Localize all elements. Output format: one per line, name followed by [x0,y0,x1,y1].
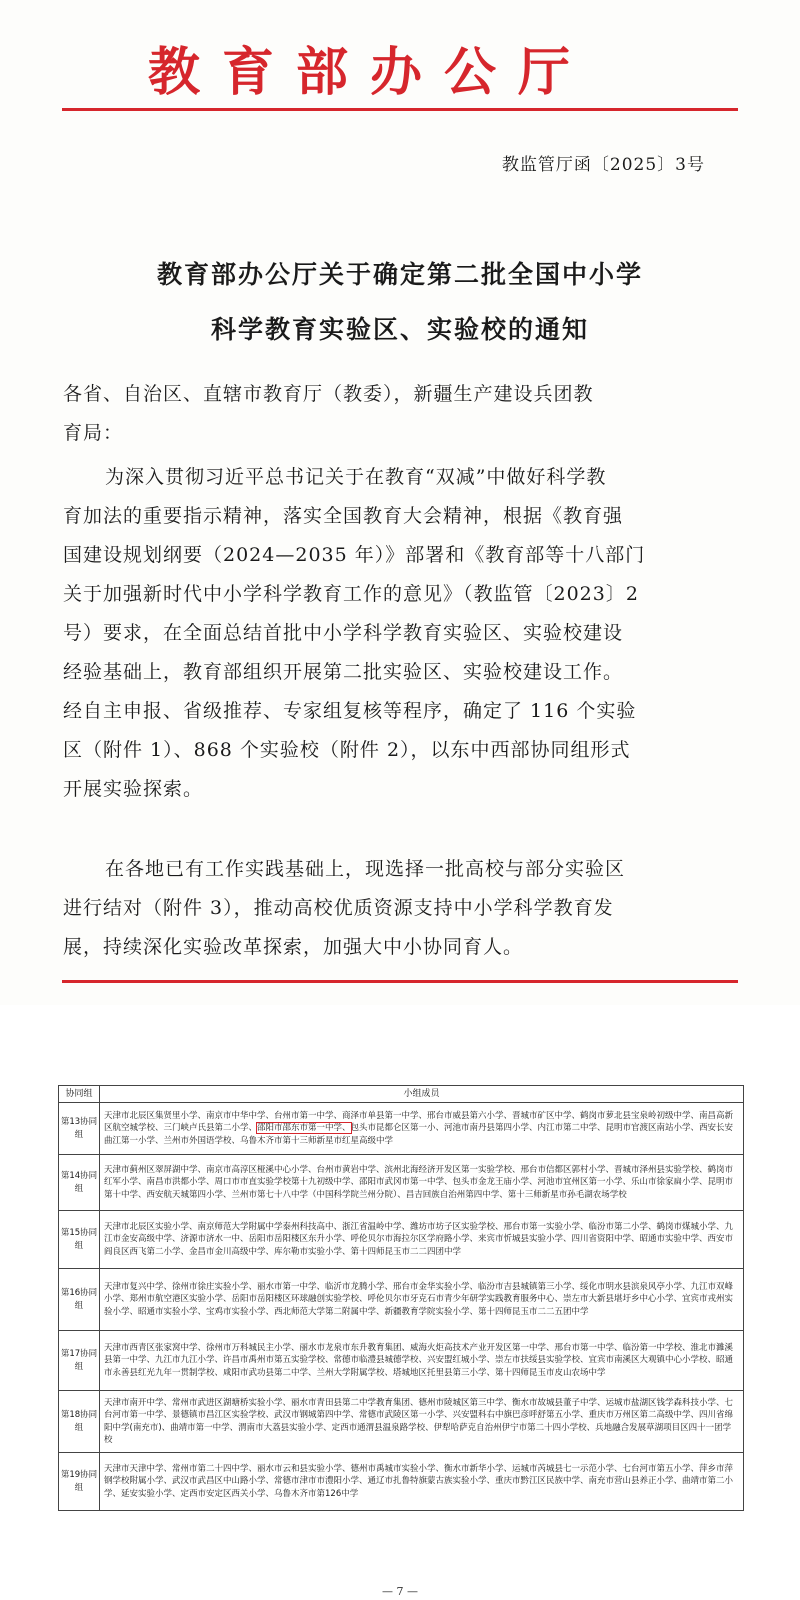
paragraph-line: 育加法的重要指示精神，落实全国教育大会精神，根据《教育强 [63,505,624,527]
paragraph-line: 在各地已有工作实践基础上，现选择一批高校与部分实验区 [105,858,626,880]
group-name: 第14协同组 [59,1155,100,1211]
paragraph-line: 国建设规划纲要（2024—2035 年）》部署和《教育部等十八部门 [63,544,646,566]
group-name: 第13协同组 [59,1103,100,1155]
salutation-line: 各省、自治区、直辖市教育厅（教委），新疆生产建设兵团教 [63,383,594,405]
table-row [59,1103,744,1155]
table-row [59,1269,744,1331]
body-paragraph-1 [63,458,723,809]
table-row [59,1331,744,1391]
page-number: — 7 — [382,1585,418,1598]
group-name: 第15协同组 [59,1211,100,1269]
group-name: 第18协同组 [59,1391,100,1453]
salutation [63,375,723,453]
members-text: 包头市昆都仑区第一小、河池市南丹县第四小学、内江市第二中学、昆明市官渡区南站小学、西安长安曲江第一小学、兰州市外国语学校、乌鲁木齐市第十三师新星市红星高级中学 [104,1123,734,1146]
paragraph-line: 经验基础上，教育部组织开展第二批实验区、实验校建设工作。 [63,661,624,683]
column-header-members: 小组成员 [100,1086,744,1103]
body-paragraph-2 [63,850,723,967]
paragraph-line: 开展实验探索。 [63,778,204,800]
group-members: 天津市天津中学、常州市第二十四中学、丽水市云和县实验小学、德州市禹城市实验小学、衡水市新华小学、运城市芮城县七一示范小学、七台河市第五小学、萍乡市萍钢学校附属小学、武汉市武昌区中山路小学、常德市津市市澧阳小学、通辽市扎鲁特旗蒙古族实验小学、重庆市黔江区民族中学、南充市营山县养正小学、曲靖市第二小学、延安实验小学、定西市安定区西关小学、乌鲁木齐市第126中学 [100,1453,744,1511]
members-text: 天津市北辰区集贤里小学、南京市中华中学、台州市第一中学、商泽市单县第一中学、邢台市威县第六小学、晋城市矿区中学、鹤岗市萝北县宝泉岭初级中学、南昌高新区航空城学校、三门峡卢氏县第二小学、 [104,1110,734,1134]
group-name: 第16协同组 [59,1269,100,1331]
header-red-line [62,108,738,111]
notice-title-line-2: 科学教育实验区、实验校的通知 [210,315,589,344]
group-members [100,1103,744,1155]
group-name: 第19协同组 [59,1453,100,1511]
highlighted-school: 邵阳市邵东市第一中学、 [257,1123,351,1134]
table-row [59,1453,744,1511]
group-name: 第17协同组 [59,1331,100,1391]
notice-title-line-1: 教育部办公厅关于确定第二批全国中小学 [156,260,643,289]
table-row [59,1155,744,1211]
footer-red-line [62,980,738,983]
group-members: 天津市复兴中学、徐州市徐庄实验小学、丽水市第一中学、临沂市龙腾小学、邢台市金华实验小学、临汾市吉县城镇第三小学、绥化市明水县滨泉风亭小学、九江市双峰小学、郑州市航空港区实验小学、岳阳市岳阳楼区环球融创实验学校、呼伦贝尔市牙克石市青少年研学实践教育服务中心、崇左市大新县堪圩乡中心小学、宜宾市戎州实验小学、昭通市实验小学、宝鸡市实验小学、西北师范大学第二附属中学、新疆教育学院实验小学、第十四师昆玉市二二五团中学 [100,1269,744,1331]
table-row [59,1391,744,1453]
paragraph-line: 展，持续深化实验改革探索，加强大中小协同育人。 [63,936,524,958]
group-members: 天津市北辰区实验小学、南京师范大学附属中学泰州科技高中、浙江省温岭中学、潍坊市坊子区实验学校、邢台市第一实验小学、临汾市第二小学、鹤岗市煤城小学、九江市金安高级中学、济源市济水一中、岳阳市岳阳楼区东升小学、呼伦贝尔市海拉尔区学府路小学、来宾市忻城县实验小学、四川省资阳中学、昭通市实验中学、西安市阎良区西飞第二小学、金昌市金川高级中学、库尔勒市实验小学、第十四师昆玉市二二四团中学 [100,1211,744,1269]
paragraph-line: 区（附件 1）、868 个实验校（附件 2），以东中西部协同组形式 [63,739,631,761]
table-row [59,1211,744,1269]
paragraph-line: 号）要求，在全面总结首批中小学科学教育实验区、实验校建设 [63,622,624,644]
paragraph-line: 经自主申报、省级推荐、专家组复核等程序，确定了 116 个实验 [63,700,637,722]
group-members: 天津市南开中学、常州市武进区湖塘桥实验小学、丽水市青田县第二中学教育集团、德州市陵城区第三中学、衡水市故城县董子中学、运城市盐湖区钱学森科技小学、七台河市第一中学、景德镇市昌江区实验学校、武汉市钢城第四中学、常德市武陵区第一小学、兴安盟科右中旗巴彦呼舒第五小学、重庆市万州区第二高级中学、四川省绵阳中学(南充市)、曲靖市第一中学、渭南市大荔县实验小学、定西市通渭县温泉路学校、伊犁哈萨克自治州伊宁市第二十四小学校、兵地融合发展草湖项目区四十一团学校 [100,1391,744,1453]
group-members: 天津市蓟州区翠屏湖中学、南京市高淳区桠溪中心小学、台州市黄岩中学、滨州北海经济开发区第一实验学校、邢台市信都区郭村小学、晋城市泽州县实验学校、鹤岗市红军小学、南昌市洪都小学、周口市市直实验学校第十九初级中学、邵阳市武冈市第一中学、包头市金龙王庙小学、河池市宜州区第一小学、乐山市徐家扁小学、昆明市第十中学、西安航天城第四小学、兰州市第七十八中学（中国科学院兰州分院）、昌吉回族自治州第四中学、第十三师新星市孙毛湖农场学校 [100,1155,744,1211]
salutation-line: 育局： [63,422,124,444]
collaboration-group-table [58,1085,744,1511]
table-header-row [59,1086,744,1103]
attachment-page [0,1045,800,1600]
column-header-group: 协同组 [59,1086,100,1103]
paragraph-line: 进行结对（附件 3），推动高校优质资源支持中小学科学教育发 [63,897,614,919]
document-number: 教监管厅函〔2025〕3号 [501,155,705,175]
paragraph-line: 关于加强新时代中小学科学教育工作的意见》（教监管〔2023〕2 [63,583,639,605]
paragraph-line: 为深入贯彻习近平总书记关于在教育“双减”中做好科学教 [105,466,607,488]
group-members: 天津市西青区张家窝中学、徐州市万科城民主小学、丽水市龙泉市东升教育集团、威海火炬高技术产业开发区第一中学、邢台市第一中学、临汾第一中学校、淮北市濉溪县第一中学、九江市九江小学、许昌市禹州市第五实验学校、常德市临澧县城德学校、兴安盟红城小学、崇左市扶绥县实验学校、宜宾市南溪区大观镇中心小学校、昭通市永善县红光九年一贯制学校、咸阳市武功县第二中学、兰州大学附属学校、塔城地区托里县第三小学、第十四师昆玉市皮山农场中学 [100,1331,744,1391]
issuing-office-header: 教育部办公厅 [147,42,592,103]
